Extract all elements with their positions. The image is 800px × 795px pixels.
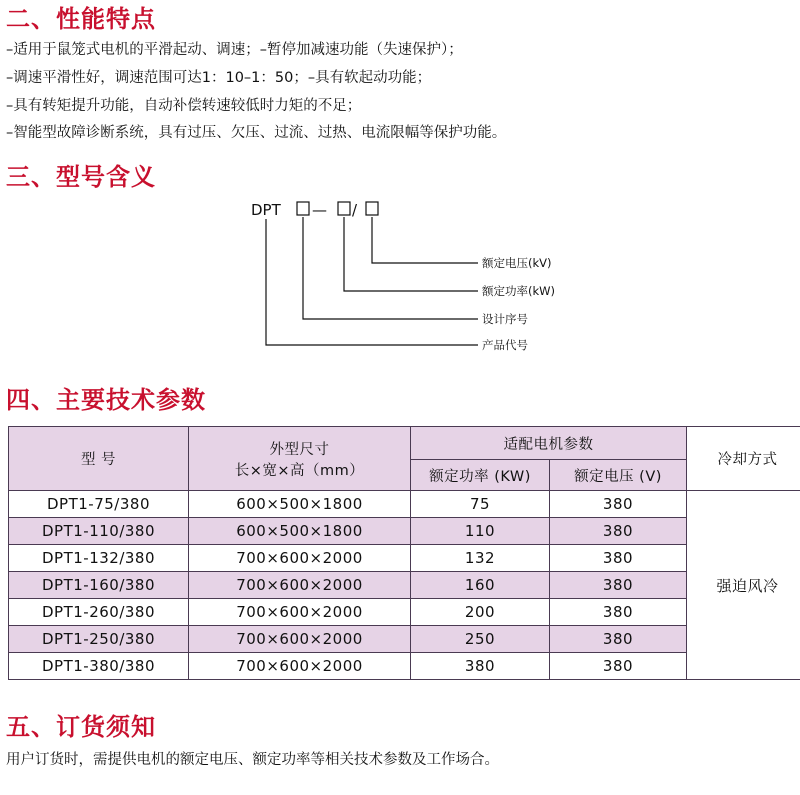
cell-voltage: 380	[550, 653, 687, 680]
header-power: 额定功率 (KW)	[411, 460, 550, 491]
header-cooling: 冷却方式	[687, 427, 800, 491]
cell-model: DPT1-160/380	[9, 572, 189, 599]
model-code-slash: /	[352, 201, 358, 219]
code-box-3	[366, 202, 378, 215]
order-text: 用户订货时，需提供电机的额定电压、额定功率等相关技术参数及工作场合。	[6, 752, 499, 768]
cell-model: DPT1-110/380	[9, 518, 189, 545]
table-row	[9, 491, 800, 518]
header-size-line2: 长×宽×高（mm）	[234, 462, 365, 479]
cell-power: 160	[411, 572, 550, 599]
cell-cooling: 强迫风冷	[687, 491, 800, 680]
cell-power: 200	[411, 599, 550, 626]
label-product-code: 产品代号	[482, 338, 528, 352]
cell-size: 700×600×2000	[189, 599, 411, 626]
model-code-dash: —	[312, 201, 327, 219]
cell-size: 700×600×2000	[189, 545, 411, 572]
cell-model: DPT1-380/380	[9, 653, 189, 680]
cell-model: DPT1-132/380	[9, 545, 189, 572]
cell-voltage: 380	[550, 518, 687, 545]
cell-voltage: 380	[550, 572, 687, 599]
label-design-number: 设计序号	[482, 312, 528, 326]
cell-power: 250	[411, 626, 550, 653]
model-code-diagram	[0, 195, 800, 375]
order-title: 五、订货须知	[6, 713, 156, 741]
cell-size: 700×600×2000	[189, 653, 411, 680]
cell-size: 600×500×1800	[189, 491, 411, 518]
table-row	[9, 572, 800, 599]
header-size-line1: 外型尺寸	[269, 441, 330, 458]
params-title: 四、主要技术参数	[6, 386, 206, 414]
feature-line: –适用于鼠笼式电机的平滑起动、调速；–暂停加减速功能（失速保护）；	[6, 42, 463, 58]
cell-size: 700×600×2000	[189, 626, 411, 653]
feature-line: –调速平滑性好，调速范围可达1：10–1：50；–具有软起动功能；	[6, 70, 432, 86]
cell-voltage: 380	[550, 545, 687, 572]
table-row	[9, 599, 800, 626]
spec-table	[8, 426, 800, 680]
leader-line-power	[344, 217, 478, 291]
cell-power: 132	[411, 545, 550, 572]
features-title: 二、性能特点	[6, 5, 156, 33]
cell-size: 600×500×1800	[189, 518, 411, 545]
cell-model: DPT1-250/380	[9, 626, 189, 653]
cell-voltage: 380	[550, 626, 687, 653]
header-voltage: 额定电压 (V)	[550, 460, 687, 491]
header-motor: 适配电机参数	[411, 427, 687, 460]
label-rated-power: 额定功率(kW)	[482, 284, 556, 298]
table-row	[9, 545, 800, 572]
code-box-2	[338, 202, 350, 215]
table-row	[9, 518, 800, 545]
cell-voltage: 380	[550, 599, 687, 626]
cell-voltage: 380	[550, 491, 687, 518]
cell-power: 75	[411, 491, 550, 518]
label-rated-voltage: 额定电压(kV)	[482, 256, 552, 270]
model-code-prefix: DPT	[251, 201, 281, 219]
cell-model: DPT1-260/380	[9, 599, 189, 626]
header-model: 型 号	[9, 427, 189, 491]
table-row	[9, 653, 800, 680]
cell-power: 380	[411, 653, 550, 680]
cell-model: DPT1-75/380	[9, 491, 189, 518]
code-box-1	[297, 202, 309, 215]
cell-size: 700×600×2000	[189, 572, 411, 599]
leader-line-voltage	[372, 217, 478, 263]
table-row	[9, 626, 800, 653]
model-title: 三、型号含义	[6, 163, 156, 191]
header-size	[189, 427, 411, 491]
feature-line: –具有转矩提升功能，自动补偿转速较低时力矩的不足；	[6, 98, 362, 114]
leader-line-design	[303, 217, 478, 319]
cell-power: 110	[411, 518, 550, 545]
feature-line: –智能型故障诊断系统，具有过压、欠压、过流、过热、电流限幅等保护功能。	[6, 125, 507, 141]
